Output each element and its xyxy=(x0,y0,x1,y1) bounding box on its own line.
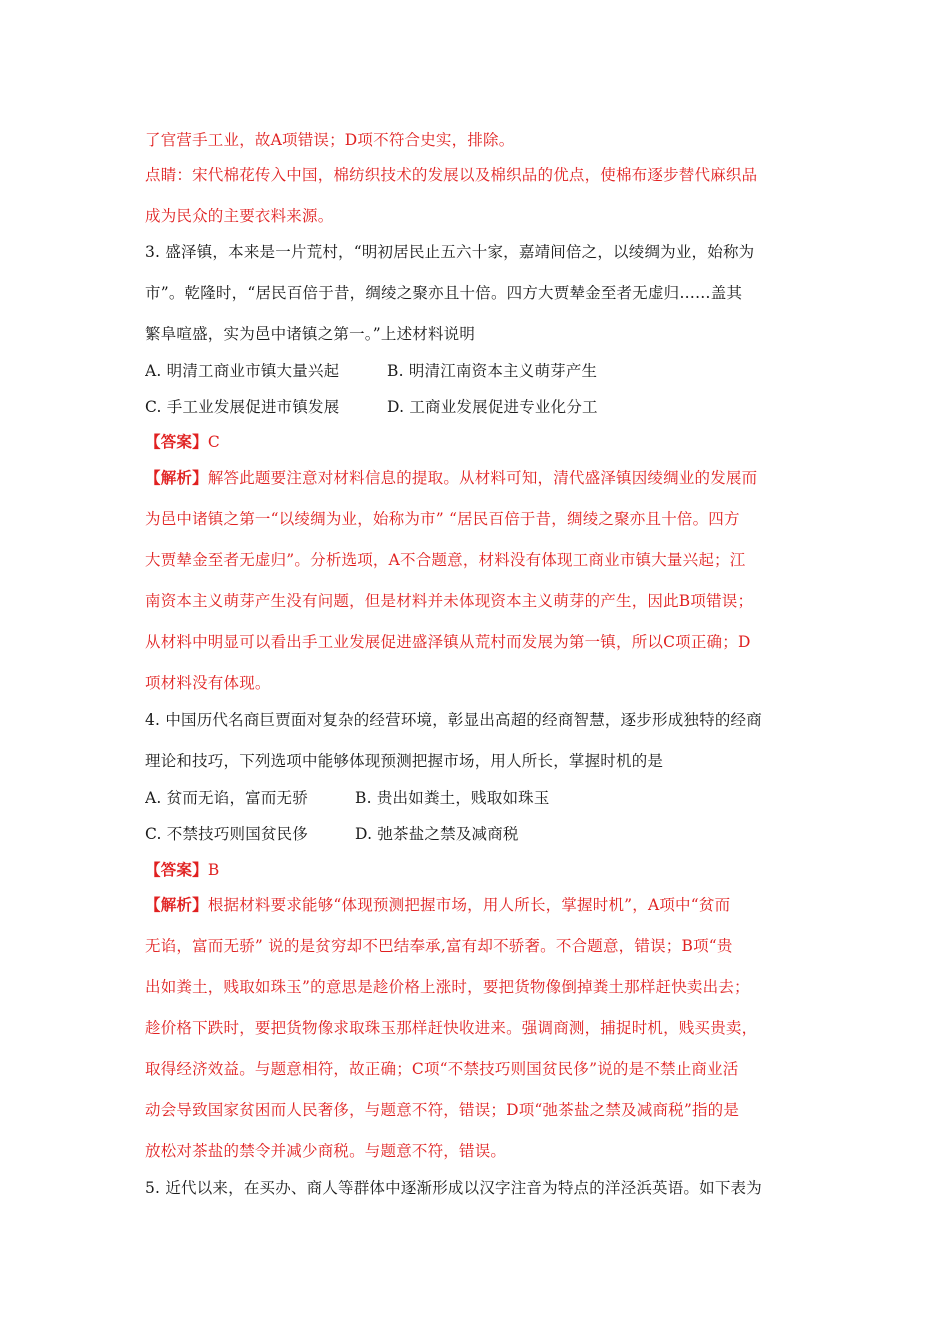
q4-analysis-line-1 xyxy=(145,893,730,915)
q4-analysis-line-7: 放松对茶盐的禁令并减少商税。与题意不符，错误。 xyxy=(145,1142,507,1160)
q3-option-b: B. 明清江南资本主义萌芽产生 xyxy=(387,362,598,380)
q2-analysis-tail: 了官营手工业，故A项错误；D项不符合史实，排除。 xyxy=(145,131,515,149)
q4-stem-line-1: 4. 中国历代名商巨贾面对复杂的经营环境，彰显出高超的经商智慧，逐步形成独特的经商 xyxy=(145,711,762,729)
q3-options-row-2 xyxy=(145,395,598,417)
q4-option-b: B. 贵出如粪土，贱取如珠玉 xyxy=(355,789,550,807)
q4-options-row-1 xyxy=(145,786,550,808)
q5-stem-line-1: 5. 近代以来，在买办、商人等群体中逐渐形成以汉字注音为特点的洋泾浜英语。如下表为 xyxy=(145,1179,762,1197)
q4-stem-line-2: 理论和技巧，下列选项中能够体现预测把握市场，用人所长，掌握时机的是 xyxy=(145,752,664,770)
q4-option-d: D. 弛茶盐之禁及减商税 xyxy=(355,825,519,843)
q4-options-row-2 xyxy=(145,822,519,844)
q2-tip-line-2: 成为民众的主要衣料来源。 xyxy=(145,207,334,225)
q4-answer-tag: 【答案】 xyxy=(145,860,208,879)
q3-analysis-line-2: 为邑中诸镇之第一“以绫绸为业，始称为市” “居民百倍于昔，绸绫之聚亦且十倍。四方 xyxy=(145,510,740,528)
q3-analysis-line-5: 从材料中明显可以看出手工业发展促进盛泽镇从荒村而发展为第一镇，所以C项正确；D xyxy=(145,633,751,651)
q3-stem-line-3: 繁阜喧盛，实为邑中诸镇之第一。”上述材料说明 xyxy=(145,325,476,343)
q4-analysis-line-3: 出如粪土，贱取如珠玉”的意思是趁价格上涨时，要把货物像倒掉粪土那样赶快卖出去； xyxy=(145,978,750,996)
q4-analysis-text-1: 根据材料要求能够“体现预测把握市场，用人所长，掌握时机”，A项中“贫而 xyxy=(207,896,731,914)
q4-answer-value: B xyxy=(207,861,220,879)
q3-analysis-line-1 xyxy=(145,466,757,488)
q3-answer-value: C xyxy=(207,433,220,451)
q4-answer xyxy=(145,858,219,880)
q4-analysis-line-6: 动会导致国家贫困而人民奢侈，与题意不符，错误；D项“弛茶盐之禁及减商税”指的是 xyxy=(145,1101,740,1119)
q3-option-d: D. 工商业发展促进专业化分工 xyxy=(387,398,598,416)
q4-analysis-line-2: 无谄，富而无骄” 说的是贫穷却不巴结奉承,富有却不骄奢。不合题意，错误；B项“贵 xyxy=(145,937,733,955)
q3-stem-line-2: 市”。乾隆时，“居民百倍于昔，绸绫之聚亦且十倍。四方大贾辇金至者无虚归……盖其 xyxy=(145,284,743,302)
q4-analysis-line-5: 取得经济效益。与题意相符，故正确；C项“不禁技巧则国贫民侈”说的是不禁止商业活 xyxy=(145,1060,739,1078)
q3-option-c: C. 手工业发展促进市镇发展 xyxy=(145,398,340,416)
q3-analysis-line-3: 大贾辇金至者无虚归”。分析选项，A不合题意，材料没有体现工商业市镇大量兴起；江 xyxy=(145,551,746,569)
q4-option-c: C. 不禁技巧则国贫民侈 xyxy=(145,825,309,843)
q2-tip-line-1: 点睛：宋代棉花传入中国，棉纺织技术的发展以及棉织品的优点，使棉布逐步替代麻织品 xyxy=(145,166,758,184)
q3-options-row-1 xyxy=(145,359,597,381)
q3-analysis-tag: 【解析】 xyxy=(145,468,208,487)
q4-option-a: A. 贫而无谄，富而无骄 xyxy=(145,789,308,807)
q3-option-a: A. 明清工商业市镇大量兴起 xyxy=(145,362,340,380)
q3-stem-line-1: 3. 盛泽镇，本来是一片荒村，“明初居民止五六十家，嘉靖间倍之，以绫绸为业，始称为 xyxy=(145,243,755,261)
q3-answer-tag: 【答案】 xyxy=(145,432,208,451)
q3-analysis-line-4: 南资本主义萌芽产生没有问题，但是材料并未体现资本主义萌芽的产生，因此B项错误； xyxy=(145,592,754,610)
q4-analysis-tag: 【解析】 xyxy=(145,895,208,914)
q3-analysis-text-1: 解答此题要注意对材料信息的提取。从材料可知，清代盛泽镇因绫绸业的发展而 xyxy=(207,469,758,487)
q3-analysis-line-6: 项材料没有体现。 xyxy=(145,674,271,692)
q4-analysis-line-4: 趁价格下跌时，要把货物像求取珠玉那样赶快收进来。强调商测，捕捉时机，贱买贵卖， xyxy=(145,1019,758,1037)
q3-answer xyxy=(145,430,220,452)
